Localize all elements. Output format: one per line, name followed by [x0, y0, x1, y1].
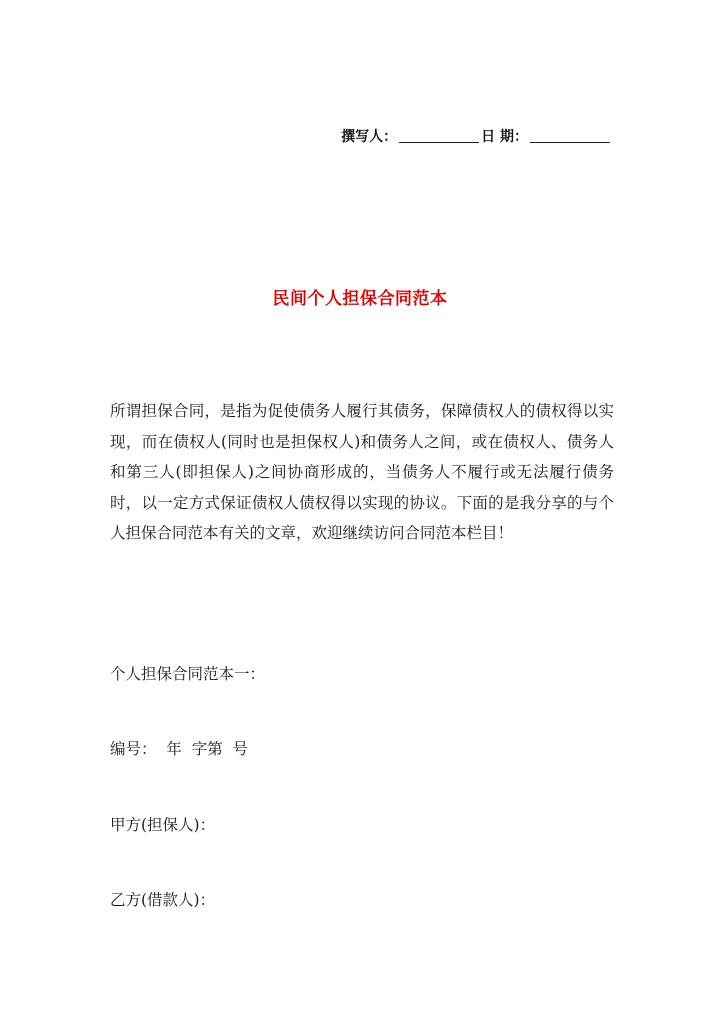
party-b-line: 乙方(借款人)： [110, 891, 216, 909]
author-blank-line [399, 128, 479, 143]
party-a-line: 甲方(担保人)： [110, 816, 216, 834]
author-label: 撰写人： [341, 129, 398, 145]
intro-paragraph: 所谓担保合同，是指为促使债务人履行其债务，保障债权人的债权得以实现，而在债权人(同时也是担保权人)和债务人之间，或在债权人、债务人和第三人(即担保人)之间协商形成的，当债务人不履行或无法履行债务时，以一定方式保证债权人债权得以实现的协议。下面的是我分享的与个人担保合同范本有关的文章，欢迎继续访问合同范本栏目！ [110, 402, 614, 542]
section-heading: 个人担保合同范本一： [110, 665, 266, 683]
document-title: 民间个人担保合同范本 [272, 289, 448, 309]
date-label: 日 期： [481, 129, 528, 145]
header-author-date-line [341, 126, 612, 146]
date-blank-line [530, 128, 610, 143]
contract-number-line: 编号： 年 字第 号 [110, 740, 249, 758]
